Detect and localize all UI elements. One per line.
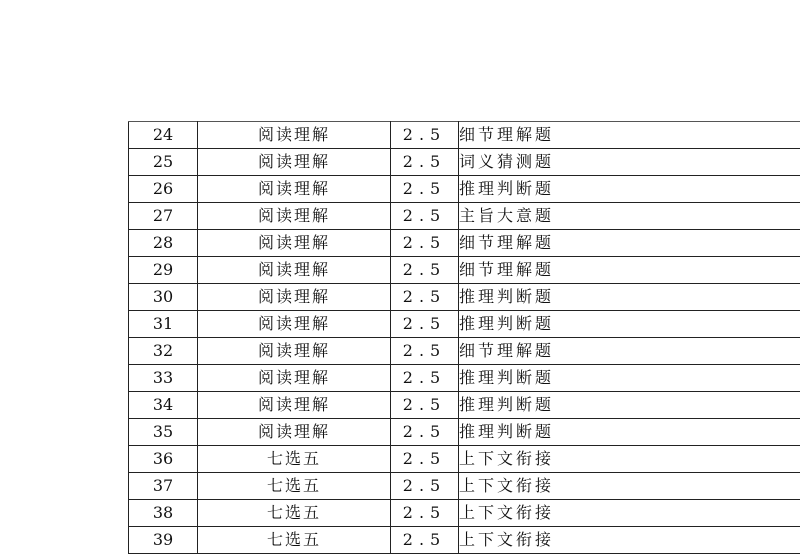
question-type-cell: 阅读理解: [198, 311, 391, 338]
skill-cell: 上下文衔接: [459, 446, 800, 473]
score-cell: 2.5: [391, 419, 459, 446]
question-number-cell: 34: [129, 392, 198, 419]
table-row: [129, 527, 800, 554]
table-row: [129, 149, 800, 176]
score-cell: 2.5: [391, 203, 459, 230]
question-type-cell: 阅读理解: [198, 419, 391, 446]
score-cell: 2.5: [391, 446, 459, 473]
question-number-cell: 24: [129, 122, 198, 149]
table-row: [129, 176, 800, 203]
skill-cell: 推理判断题: [459, 365, 800, 392]
score-cell: 2.5: [391, 230, 459, 257]
table-row: [129, 284, 800, 311]
question-number-cell: 27: [129, 203, 198, 230]
question-number-cell: 38: [129, 500, 198, 527]
score-cell: 2.5: [391, 284, 459, 311]
skill-cell: 推理判断题: [459, 284, 800, 311]
skill-cell: 细节理解题: [459, 122, 800, 149]
score-cell: 2.5: [391, 392, 459, 419]
question-number-cell: 39: [129, 527, 198, 554]
question-type-cell: 七选五: [198, 446, 391, 473]
skill-cell: 推理判断题: [459, 392, 800, 419]
skill-cell: 细节理解题: [459, 257, 800, 284]
skill-cell: 上下文衔接: [459, 527, 800, 554]
question-table: [128, 121, 800, 554]
question-type-cell: 阅读理解: [198, 176, 391, 203]
score-cell: 2.5: [391, 176, 459, 203]
score-cell: 2.5: [391, 311, 459, 338]
skill-cell: 推理判断题: [459, 419, 800, 446]
question-type-cell: 阅读理解: [198, 365, 391, 392]
score-cell: 2.5: [391, 149, 459, 176]
question-type-cell: 阅读理解: [198, 122, 391, 149]
question-number-cell: 37: [129, 473, 198, 500]
score-cell: 2.5: [391, 122, 459, 149]
question-number-cell: 35: [129, 419, 198, 446]
skill-cell: 细节理解题: [459, 338, 800, 365]
table-row: [129, 257, 800, 284]
question-number-cell: 30: [129, 284, 198, 311]
skill-cell: 上下文衔接: [459, 473, 800, 500]
question-number-cell: 29: [129, 257, 198, 284]
question-type-cell: 七选五: [198, 500, 391, 527]
table-row: [129, 311, 800, 338]
question-number-cell: 26: [129, 176, 198, 203]
skill-cell: 上下文衔接: [459, 500, 800, 527]
question-type-cell: 阅读理解: [198, 338, 391, 365]
question-number-cell: 25: [129, 149, 198, 176]
question-type-cell: 七选五: [198, 527, 391, 554]
score-cell: 2.5: [391, 527, 459, 554]
table-row: [129, 419, 800, 446]
question-type-cell: 阅读理解: [198, 230, 391, 257]
table-row: [129, 473, 800, 500]
table-row: [129, 446, 800, 473]
question-number-cell: 32: [129, 338, 198, 365]
table-row: [129, 122, 800, 149]
table-row: [129, 365, 800, 392]
skill-cell: 推理判断题: [459, 311, 800, 338]
score-cell: 2.5: [391, 473, 459, 500]
skill-cell: 细节理解题: [459, 230, 800, 257]
score-cell: 2.5: [391, 338, 459, 365]
score-cell: 2.5: [391, 257, 459, 284]
table-row: [129, 392, 800, 419]
question-number-cell: 31: [129, 311, 198, 338]
question-type-cell: 阅读理解: [198, 257, 391, 284]
question-type-cell: 阅读理解: [198, 203, 391, 230]
score-cell: 2.5: [391, 365, 459, 392]
score-cell: 2.5: [391, 500, 459, 527]
skill-cell: 推理判断题: [459, 176, 800, 203]
question-type-cell: 七选五: [198, 473, 391, 500]
question-type-cell: 阅读理解: [198, 284, 391, 311]
question-number-cell: 33: [129, 365, 198, 392]
question-number-cell: 28: [129, 230, 198, 257]
question-type-cell: 阅读理解: [198, 392, 391, 419]
table-row: [129, 500, 800, 527]
question-type-cell: 阅读理解: [198, 149, 391, 176]
skill-cell: 词义猜测题: [459, 149, 800, 176]
skill-cell: 主旨大意题: [459, 203, 800, 230]
table-row: [129, 230, 800, 257]
question-table-body: [129, 122, 800, 554]
table-row: [129, 338, 800, 365]
question-number-cell: 36: [129, 446, 198, 473]
table-row: [129, 203, 800, 230]
